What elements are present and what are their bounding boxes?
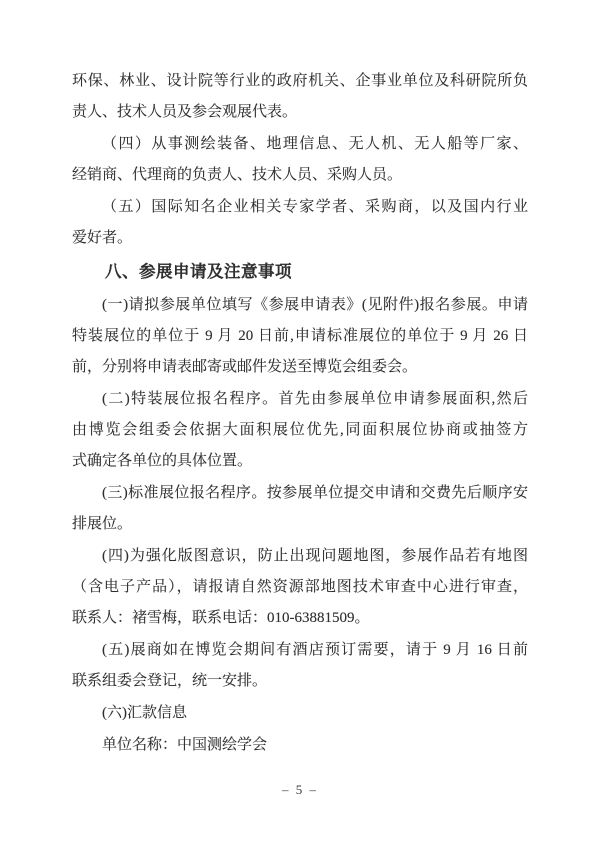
paragraph <box>72 635 528 697</box>
document-line: （含电子产品），请报请自然资源部地图技术审查中心进行审查， <box>72 579 528 595</box>
document-line: (六)汇款信息 <box>102 705 187 721</box>
document-line: 联系组委会登记，统一安排。 <box>72 673 268 689</box>
document-line: 八、参展申请及注意事项 <box>105 263 292 281</box>
document-line: 环保、林业、设计院等行业的政府机关、企事业单位及科研院所负 <box>72 73 528 89</box>
document-line: (一)请拟参展单位填写《参展申请表》(见附件)报名参展。申请 <box>102 297 528 313</box>
paragraph <box>72 698 528 729</box>
document-line: 联系人：褚雪梅，联系电话：010-63881509。 <box>72 610 370 626</box>
paragraph <box>72 66 528 128</box>
document-line: 经销商、代理商的负责人、技术人员、采购人员。 <box>72 167 403 183</box>
page-number: – 5 – <box>282 782 318 797</box>
document-line: 责人、技术人员及参会观展代表。 <box>72 104 298 120</box>
document-line: (四)为强化版图意识，防止出现问题地图，参展作品若有地图 <box>102 548 528 564</box>
document-line: (五)展商如在博览会期间有酒店预订需要，请于 9 月 16 日前 <box>102 642 528 658</box>
document-line: 单位名称：中国测绘学会 <box>102 737 268 753</box>
paragraph <box>72 129 528 191</box>
page-footer <box>0 782 600 798</box>
paragraph <box>72 478 528 540</box>
paragraph <box>72 192 528 254</box>
document-line: (二)特装展位报名程序。首先由参展单位申请参展面积,然后 <box>102 391 528 407</box>
document-line: 排展位。 <box>72 516 133 532</box>
paragraph <box>72 290 528 383</box>
section-heading <box>72 257 528 288</box>
document-line: 由博览会组委会依据大面积展位优先,同面积展位协商或抽签方 <box>72 422 528 438</box>
document-line: 式确定各单位的具体位置。 <box>72 453 253 469</box>
document-line: 前，分别将申请表邮寄或邮件发送至博览会组委会。 <box>72 359 418 375</box>
document-line: (三)标准展位报名程序。按参展单位提交申请和交费先后顺序安 <box>102 485 528 501</box>
paragraph <box>72 384 528 477</box>
document-body <box>72 66 528 762</box>
document-line: （四）从事测绘装备、地理信息、无人机、无人船等厂家、 <box>102 136 528 152</box>
paragraph <box>72 730 528 761</box>
document-line: （五）国际知名企业相关专家学者、采购商，以及国内行业 <box>102 199 528 215</box>
document-line: 特装展位的单位于 9 月 20 日前,申请标准展位的单位于 9 月 26 日 <box>72 328 528 344</box>
document-line: 爱好者。 <box>72 230 133 246</box>
paragraph <box>72 541 528 634</box>
